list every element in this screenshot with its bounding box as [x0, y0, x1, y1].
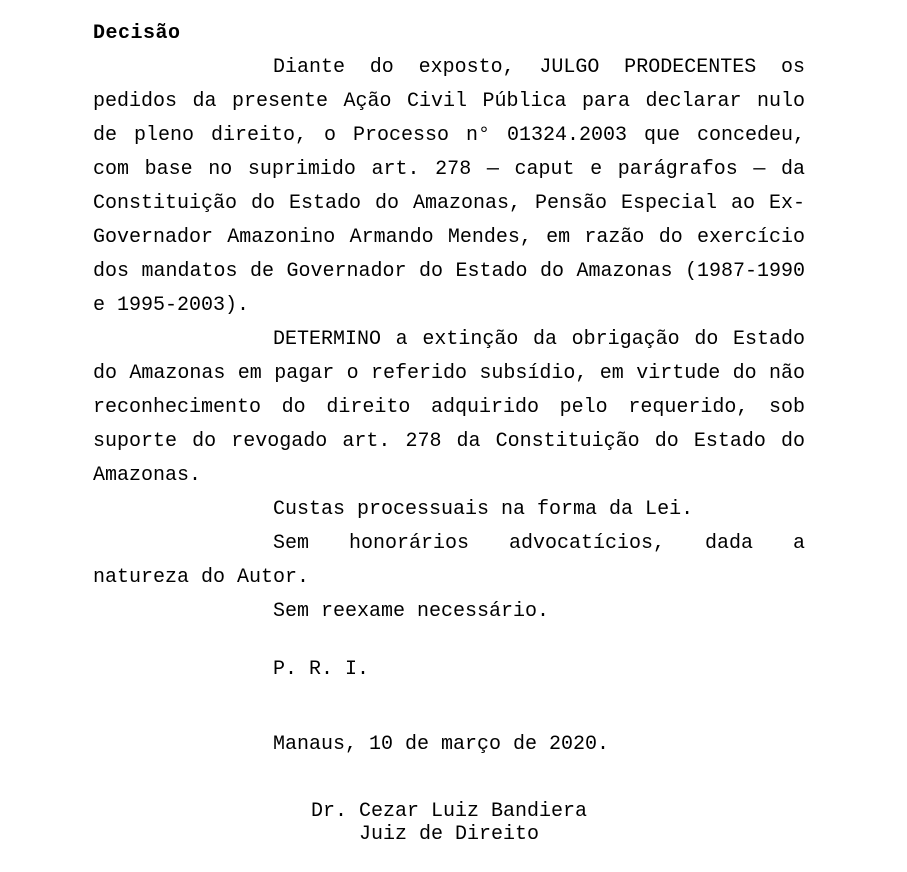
text-line: Constituição do Estado do Amazonas, Pensão Especial ao Ex- [93, 192, 805, 215]
text-line: Amazonas. [93, 464, 202, 487]
text-line: suporte do revogado art. 278 da Constituição do Estado do [93, 430, 805, 453]
text-line: do Amazonas em pagar o referido subsídio, em virtude do não [93, 362, 805, 385]
signature-role: Juiz de Direito [358, 823, 540, 846]
text-line: pedidos da presente Ação Civil Pública para declarar nulo [93, 90, 805, 113]
text-line: com base no suprimido art. 278 — caput e parágrafos — da [93, 158, 805, 181]
paragraph [93, 51, 805, 323]
document-page [93, 0, 805, 846]
text-line: DETERMINO a extinção da obrigação do Estado [273, 328, 805, 351]
text-line: natureza do Autor. [93, 566, 310, 589]
text-line: Sem reexame necessário. [273, 600, 550, 623]
text-line: Sem honorários advocatícios, dada a [273, 532, 805, 555]
paragraph [93, 527, 805, 595]
paragraph [93, 323, 805, 493]
document-body [93, 51, 805, 762]
paragraph [93, 653, 805, 687]
text-line: Diante do exposto, JULGO PRODECENTES os [273, 56, 805, 79]
signature-block [93, 800, 805, 846]
paragraph [93, 728, 805, 762]
text-line: P. R. I. [273, 658, 370, 681]
document-title: Decisão [93, 22, 181, 45]
paragraph [93, 493, 805, 527]
text-line: Manaus, 10 de março de 2020. [273, 733, 610, 756]
paragraph [93, 595, 805, 629]
signature-name: Dr. Cezar Luiz Bandiera [310, 800, 588, 823]
text-line: de pleno direito, o Processo n° 01324.2003 que concedeu, [93, 124, 805, 147]
text-line: reconhecimento do direito adquirido pelo requerido, sob [93, 396, 805, 419]
text-line: dos mandatos de Governador do Estado do Amazonas (1987-1990 [93, 260, 805, 283]
text-line: Governador Amazonino Armando Mendes, em razão do exercício [93, 226, 805, 249]
text-line: e 1995-2003). [93, 294, 250, 317]
text-line: Custas processuais na forma da Lei. [273, 498, 694, 521]
